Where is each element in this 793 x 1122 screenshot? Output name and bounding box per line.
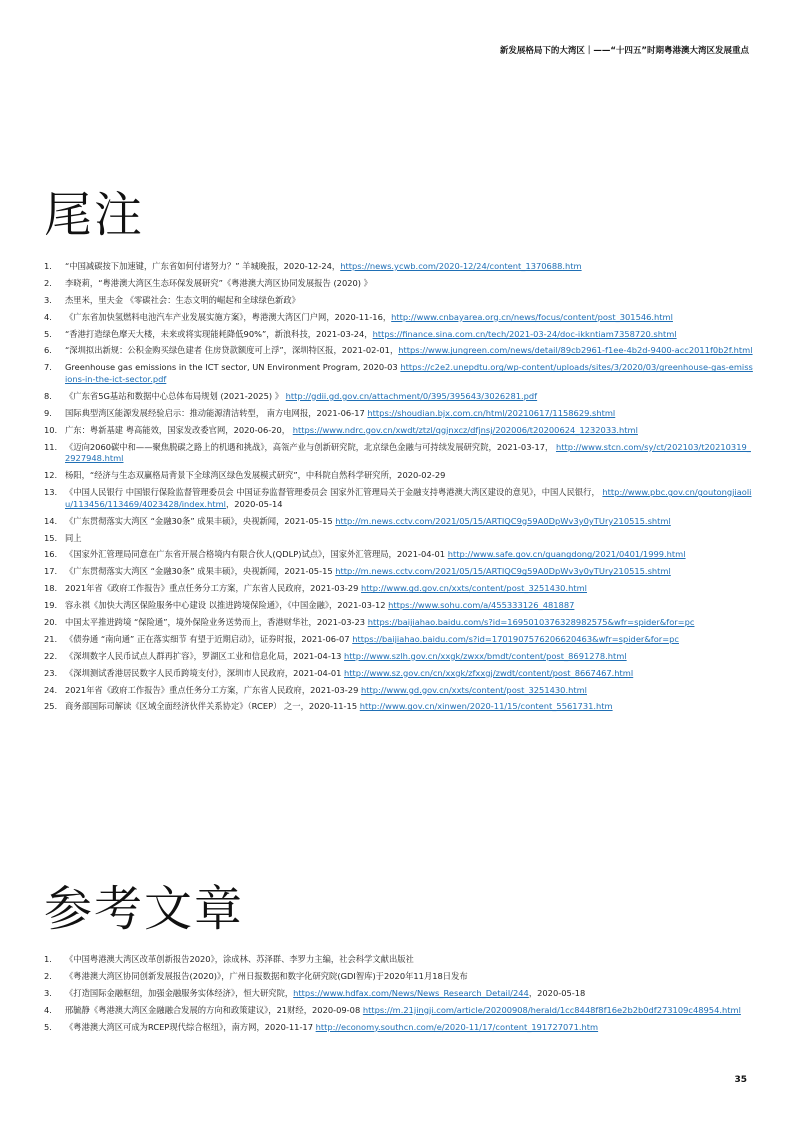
endnote-item-text: 《国家外汇管理局同意在广东省开展合格境内有限合伙人(QDLP)试点》，国家外汇管理局，2021-04-01 [65, 549, 448, 560]
endnote-item-text: 《中国人民银行 中国银行保险监督管理委员会 中国证券监督管理委员会 国家外汇管理局关于金融支持粤港澳大湾区建设的意见》，中国人民银行， [65, 487, 603, 498]
endnote-item [44, 549, 753, 561]
endnote-item [44, 345, 753, 357]
reference-item-number: 5. [44, 1021, 52, 1032]
endnote-item-text: 广东：粤新基建 粤高能效，国家发改委官网，2020-06-20， [65, 424, 293, 435]
reference-item-number: 4. [44, 1004, 52, 1015]
endnote-item-text: 杰里米，里夫金 《零碳社会：生态文明的崛起和全球绿色新政》 [65, 294, 300, 305]
endnotes-title: 尾注 [44, 187, 145, 243]
reference-item [44, 988, 753, 1000]
endnote-item-number: 18. [44, 583, 58, 594]
endnote-item-number: 6. [44, 345, 52, 356]
endnote-item-link[interactable]: http://www.gov.cn/xinwen/2020-11/15/content_5561731.htm [359, 701, 613, 712]
reference-item-number: 2. [44, 970, 52, 981]
endnote-item [44, 583, 753, 595]
endnote-item [44, 312, 753, 324]
endnote-item-number: 2. [44, 277, 52, 288]
endnote-item-number: 21. [44, 633, 58, 644]
endnote-item-number: 25. [44, 701, 58, 712]
endnote-item [44, 408, 753, 420]
endnote-item-number: 8. [44, 390, 52, 401]
running-header: 新发展格局下的大湾区｜——“十四五”时期粤港澳大湾区发展重点 [499, 46, 749, 56]
endnote-item-link[interactable]: http://www.stcn.com/sy/ct/202103/t20210319_2927948.html [65, 441, 751, 464]
endnote-item-number: 7. [44, 362, 52, 373]
endnote-item-text: “香港打造绿色摩天大楼，未来或将实现能耗降低90%”，新浪科技，2021-03-24， [65, 328, 373, 339]
reference-item-text: 邢毓静《粤港澳大湾区金融融合发展的方向和政策建议》，21财经，2020-09-08 [65, 1004, 363, 1015]
endnote-item [44, 425, 753, 437]
endnote-item-number: 1. [44, 261, 52, 271]
endnote-item [44, 685, 753, 697]
endnote-item-number: 22. [44, 650, 58, 661]
endnote-item-number: 23. [44, 667, 58, 678]
endnote-item-text: 2021年省《政府工作报告》重点任务分工方案，广东省人民政府，2021-03-29 [65, 684, 361, 695]
reference-item-number: 3. [44, 987, 52, 998]
endnote-item-link[interactable]: https://baijiahao.baidu.com/s?id=1695010376328982575&wfr=spider&for=pc [367, 617, 695, 628]
reference-item-link[interactable]: http://economy.southcn.com/e/2020-11/17/content_191727071.htm [315, 1021, 599, 1032]
endnote-item [44, 329, 753, 341]
endnote-item-link[interactable]: https://news.ycwb.com/2020-12/24/content_1370688.htm [340, 261, 582, 271]
references-list [44, 954, 753, 1038]
endnote-item [44, 617, 753, 629]
endnote-item-link[interactable]: https://finance.sina.com.cn/tech/2021-03-24/doc-ikkntiam7358720.shtml [372, 328, 677, 339]
endnote-item-link[interactable]: https://baijiahao.baidu.com/s?id=1701907576206620463&wfr=spider&for=pc [352, 633, 679, 644]
reference-item [44, 954, 753, 966]
reference-item [44, 971, 753, 983]
endnote-item-text: 《迈向2060碳中和——聚焦脱碳之路上的机遇和挑战》，高瓴产业与创新研究院，北京绿色金融与可持续发展研究院，2021-03-17， [65, 441, 556, 452]
reference-item-text: 《打造国际金融枢纽，加强金融服务实体经济》，恒大研究院， [65, 987, 294, 998]
endnote-item [44, 487, 753, 510]
endnote-item-number: 11. [44, 441, 58, 452]
endnote-item-link[interactable]: http://m.news.cctv.com/2021/05/15/ARTIQC9g59A0DpWv3y0yTUry210515.shtml [335, 515, 671, 526]
reference-item-text: 《中国粤港澳大湾区改革创新报告2020》，涂成林、苏泽群、李罗力主编，社会科学文献出版社 [65, 954, 414, 964]
endnote-item [44, 701, 753, 713]
endnote-item-number: 9. [44, 407, 52, 418]
endnotes-list [44, 261, 753, 718]
endnote-item-text: 《深圳数字人民币试点人群再扩容》，罗湖区工业和信息化局，2021-04-13 [65, 650, 345, 661]
reference-item-link[interactable]: https://www.hdfax.com/News/News_Research_Detail/244 [293, 987, 529, 998]
endnote-item-link[interactable]: http://www.szlh.gov.cn/xxgk/zwxx/bmdt/content/post_8691278.html [344, 650, 627, 661]
reference-item-tail: ，2020-05-18 [528, 987, 586, 998]
endnote-item [44, 391, 753, 403]
endnote-item-text: 《广东省5G基站和数据中心总体布局规划 (2021-2025) 》 [65, 390, 286, 401]
endnote-item-link[interactable]: http://www.pbc.gov.cn/goutongjiaoliu/113456/113469/4023428/index.html [65, 487, 752, 509]
endnote-item-text: 容永祺《加快大湾区保险服务中心建设 以推进跨境保险通》，《中国金融》，2021-03-12 [65, 600, 389, 611]
endnote-item-number: 15. [44, 532, 58, 543]
endnote-item-text: 李晓莉，“粤港澳大湾区生态环保发展研究”《粤港澳大湾区协同发展报告 (2020) 》 [65, 277, 372, 288]
endnote-item-text: “深圳拟出新规：公积金购买绿色建者 住房贷款额度可上浮”，深圳特区报，2021-02-01， [65, 345, 399, 356]
endnote-item-link[interactable]: https://shoudian.bjx.com.cn/html/20210617/1158629.shtml [367, 407, 616, 418]
endnote-item-text: 2021年省《政府工作报告》重点任务分工方案，广东省人民政府，2021-03-29 [65, 583, 361, 594]
reference-item [44, 1005, 753, 1017]
endnote-item [44, 668, 753, 680]
endnote-item-text: 《广东贯彻落实大湾区 “金融30条” 成果丰硕》，央视新闻，2021-05-15 [65, 566, 336, 577]
endnote-item-text: 《债券通 “南向通” 正在落实细节 有望于近期启动》，证券时报，2021-06-07 [65, 633, 353, 644]
endnote-item [44, 634, 753, 646]
endnote-item-link[interactable]: http://www.gd.gov.cn/xxts/content/post_3251430.html [361, 684, 587, 695]
endnote-item [44, 261, 753, 273]
endnote-item-number: 5. [44, 328, 52, 339]
endnote-item-text: 中国太平推进跨境 “保险通”，境外保险业务送势而上，香港财华社，2021-03-23 [65, 617, 368, 628]
endnote-item-link[interactable]: https://www.sohu.com/a/455333126_481887 [388, 600, 575, 611]
endnote-item-number: 24. [44, 684, 58, 695]
reference-item-text: 《粤港澳大湾区协同创新发展报告(2020)》，广州日报数据和数字化研究院(GDI智库)于2020年11月18日发布 [65, 970, 468, 981]
endnote-item [44, 516, 753, 528]
endnote-item-link[interactable]: http://www.safe.gov.cn/guangdong/2021/0401/1999.html [447, 549, 686, 560]
endnote-item [44, 651, 753, 663]
endnote-item-link[interactable]: http://m.news.cctv.com/2021/05/15/ARTIQC9g59A0DpWv3y0yTUry210515.shtml [335, 566, 671, 577]
page-number: 35 [734, 1075, 747, 1085]
references-title: 参考文章 [44, 881, 245, 937]
endnote-item-text: Greenhouse gas emissions in the ICT sector, UN Environment Program, 2020-03 [65, 362, 401, 373]
endnote-item [44, 600, 753, 612]
endnote-item-text: 商务部国际司解读《区域全面经济伙伴关系协定》（RCEP） 之一，2020-11-15 [65, 701, 360, 712]
endnote-item [44, 566, 753, 578]
endnote-item [44, 533, 753, 545]
endnote-item-link[interactable]: https://www.ndrc.gov.cn/xwdt/ztzl/qgjnxcz/dfjnsj/202006/t20200624_1232033.html [292, 424, 638, 435]
endnote-item-link[interactable]: http://www.cnbayarea.org.cn/news/focus/content/post_301546.html [391, 311, 673, 322]
reference-item-number: 1. [44, 954, 52, 964]
endnote-item-tail: ，2020-05-14 [225, 498, 283, 509]
endnote-item-number: 10. [44, 424, 58, 435]
endnote-item-text: 杨阳，“经济与生态双赢格局背景下全球湾区绿色发展模式研究”，中科院自然科学研究所，2020-02-29 [65, 470, 446, 481]
endnote-item-link[interactable]: http://www.gd.gov.cn/xxts/content/post_3251430.html [361, 583, 587, 594]
endnote-item-text: “中国减碳按下加速键，广东省如何付诸努力？” 羊城晚报，2020-12-24， [65, 261, 341, 271]
endnote-item-text: 《广东省加快氢燃料电池汽车产业发展实施方案》，粤港澳大湾区门户网，2020-11-16， [65, 311, 392, 322]
endnote-item-number: 3. [44, 294, 52, 305]
endnote-item [44, 470, 753, 482]
endnote-item [44, 362, 753, 385]
endnote-item [44, 278, 753, 290]
endnote-item-number: 19. [44, 600, 58, 611]
endnote-item-number: 16. [44, 549, 58, 560]
endnote-item-text: 《广东贯彻落实大湾区 “金融30条” 成果丰硕》，央视新闻，2021-05-15 [65, 515, 336, 526]
endnote-item-text: 国际典型湾区能源发展经验启示：推动能源清洁转型， 南方电网报，2021-06-17 [65, 407, 368, 418]
endnote-item-number: 12. [44, 470, 58, 481]
endnote-item-text: 同上 [65, 532, 82, 543]
endnote-item-number: 13. [44, 487, 58, 498]
endnote-item-link[interactable]: https://www.jungreen.com/news/detail/89cb2961-f1ee-4b2d-9400-acc2011f0b2f.html [398, 345, 753, 356]
endnote-item-text: 《深圳测试香港居民数字人民币跨境支付》，深圳市人民政府，2021-04-01 [65, 667, 345, 678]
endnote-item-number: 17. [44, 566, 58, 577]
endnote-item-link[interactable]: http://www.sz.gov.cn/cn/xxgk/zfxxgj/zwdt/content/post_8667467.html [344, 667, 634, 678]
endnote-item-link[interactable]: http://gdii.gd.gov.cn/attachment/0/395/395643/3026281.pdf [285, 390, 538, 401]
endnote-item-link[interactable]: https://c2e2.unepdtu.org/wp-content/uploads/sites/3/2020/03/greenhouse-gas-emissions-in-the-ict-sector.pdf [65, 362, 753, 385]
reference-item [44, 1022, 753, 1034]
endnote-item-number: 4. [44, 311, 52, 322]
reference-item-link[interactable]: https://m.21jingji.com/article/20200908/herald/1cc8448f8f16e2b2b0df273109c48954.html [362, 1004, 741, 1015]
endnote-item-number: 20. [44, 617, 58, 628]
endnote-item-number: 14. [44, 515, 58, 526]
endnote-item [44, 295, 753, 307]
reference-item-text: 《粤港澳大湾区可成为RCEP现代综合枢纽》，南方网，2020-11-17 [65, 1021, 316, 1032]
endnote-item [44, 442, 753, 465]
